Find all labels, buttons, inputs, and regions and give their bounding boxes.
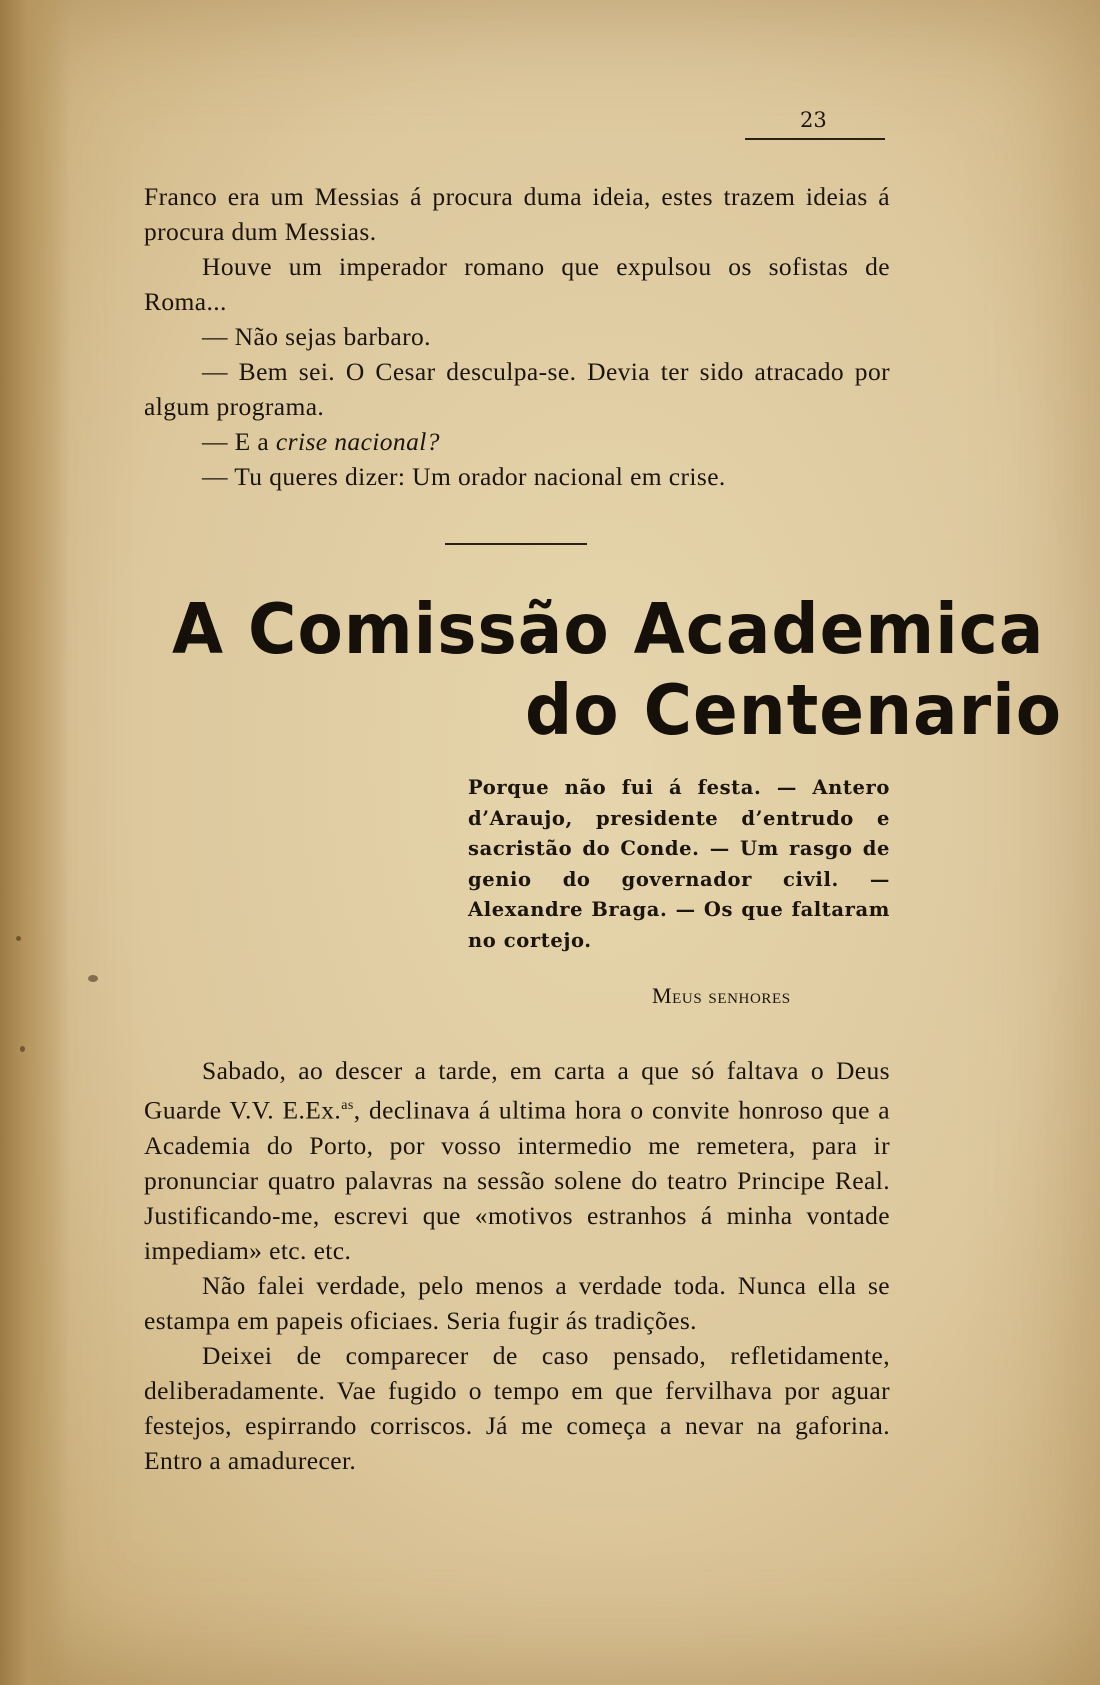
salutation: Meus senhores: [652, 983, 791, 1008]
paragraph: Não falei verdade, pelo menos a verdade toda. Nunca ella se estampa em papeis oficiaes. Seria fugir ás tradições.: [144, 1270, 890, 1335]
ink-spot: [20, 1046, 25, 1052]
chapter-summary: Porque não fui á festa. — Antero d’Araujo, presidente d’entrudo e sacristão do Conde. — Um rasgo de genio do governador civil. — Alexandre Braga. — Os que faltaram no cortejo.: [468, 776, 890, 952]
paragraph: Deixei de comparecer de caso pensado, refletidamente, deliberadamente. Vae fugido o tempo em que fervilhava por aguar festejos, espirrando corriscos. Já me começa a nevar na gaforina. Entro a amadurecer.: [144, 1340, 890, 1475]
ink-spot: [16, 936, 21, 941]
dialogue-line: [144, 424, 890, 459]
top-text-block: [144, 179, 890, 494]
chapter-title-line-2: do Centenario: [525, 670, 1063, 751]
page-number: 23: [800, 108, 827, 132]
chapter-title-line-1: A Comissão Academica: [172, 589, 1045, 670]
paragraph: Franco era um Messias á procura duma ideia, estes trazem ideias á procura dum Messias.: [144, 182, 890, 246]
dialogue-prefix: — E a: [202, 427, 276, 456]
ink-spot: [88, 975, 98, 982]
dialogue-line: — Não sejas barbaro.: [202, 322, 431, 351]
page-number-rule: [745, 138, 885, 140]
dialogue-line: — Bem sei. O Cesar desculpa-se. Devia ter sido atracado por algum programa.: [144, 357, 890, 421]
body-text-block: [144, 1053, 890, 1478]
superscript: as: [341, 1098, 354, 1113]
page-spine-shadow: [0, 0, 70, 1685]
paragraph-text: Sabado, ao descer a tarde, em carta a que só faltava o Deus Guarde V.V. E.Ex.: [144, 1056, 890, 1125]
dialogue-line: — Tu queres dizer: Um orador nacional em crise.: [202, 462, 726, 491]
paragraph: [144, 1053, 890, 1268]
section-separator: [445, 543, 587, 545]
paragraph-text: , declinava á ultima hora o convite honroso que a Academia do Porto, por vosso intermedio me remetera, para ir pronunciar quatro palavras na sessão solene do teatro Principe Real. Justificando-me, escrevi que «motivos estranhos á minha vontade impediam» etc. etc.: [144, 1095, 891, 1265]
paragraph: Houve um imperador romano que expulsou os sofistas de Roma...: [144, 252, 890, 316]
emphasis-text: crise nacional?: [275, 427, 440, 456]
